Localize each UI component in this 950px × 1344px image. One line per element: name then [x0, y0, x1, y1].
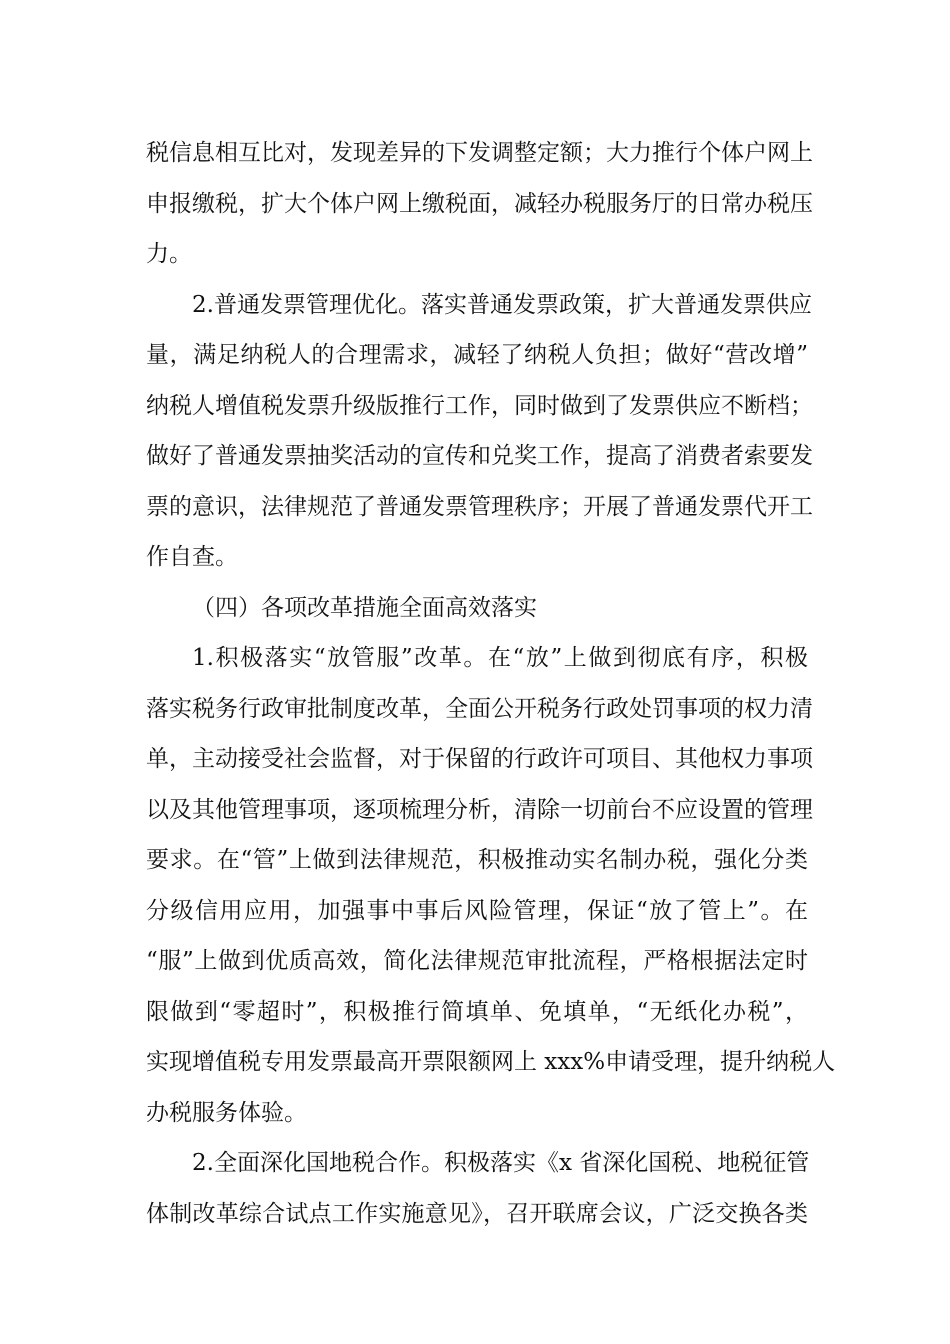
text-line: 以及其他管理事项，逐项梳理分析，清除一切前台不应设置的管理 [146, 796, 813, 823]
text-line: 做好了普通发票抽奖活动的宣传和兑奖工作，提高了消费者索要发 [146, 443, 813, 469]
text-line: 2.普通发票管理优化。落实普通发票政策，扩大普通发票供应 [192, 291, 812, 318]
text-line: 量，满足纳税人的合理需求，减轻了纳税人负担；做好“营改增” [146, 342, 808, 368]
document-body [146, 128, 836, 1239]
section-heading: （四）各项改革措施全面高效落实 [192, 594, 537, 621]
text-line: 2.全面深化国地税合作。积极落实《x 省深化国税、地税征管 [192, 1150, 810, 1176]
text-line: 实现增值税专用发票最高开票限额网上 xxx%申请受理，提升纳税人 [146, 1049, 836, 1075]
text-line: 落实税务行政审批制度改革，全面公开税务行政处罚事项的权力清 [146, 695, 813, 722]
text-line: 票的意识，法律规范了普通发票管理秩序；开展了普通发票代开工 [146, 493, 813, 520]
text-line: 1.积极落实“放管服”改革。在“放”上做到彻底有序，积极 [192, 645, 808, 671]
text-line: 税信息相互比对，发现差异的下发调整定额；大力推行个体户网上 [146, 140, 813, 166]
text-line: 分级信用应用，加强事中事后风险管理，保证“放了管上”。在 [146, 897, 808, 924]
text-line: 作自查。 [146, 544, 238, 570]
text-line: 要求。在“管”上做到法律规范，积极推动实名制办税，强化分类 [146, 847, 808, 873]
text-line: 办税服务体验。 [146, 1099, 307, 1126]
text-line: 单，主动接受社会监督，对于保留的行政许可项目、其他权力事项 [146, 746, 813, 772]
text-line: 体制改革综合试点工作实施意见》，召开联席会议，广泛交换各类 [146, 1200, 808, 1227]
text-line: 纳税人增值税发票升级版推行工作，同时做到了发票供应不断档； [146, 392, 813, 419]
text-line: 限做到“零超时”，积极推行简填单、免填单，“无纸化办税”， [146, 998, 808, 1025]
text-line: 力。 [146, 241, 192, 267]
text-line: “服”上做到优质高效，简化法律规范审批流程，严格根据法定时 [146, 948, 808, 974]
text-line: 申报缴税，扩大个体户网上缴税面，减轻办税服务厅的日常办税压 [146, 190, 813, 217]
